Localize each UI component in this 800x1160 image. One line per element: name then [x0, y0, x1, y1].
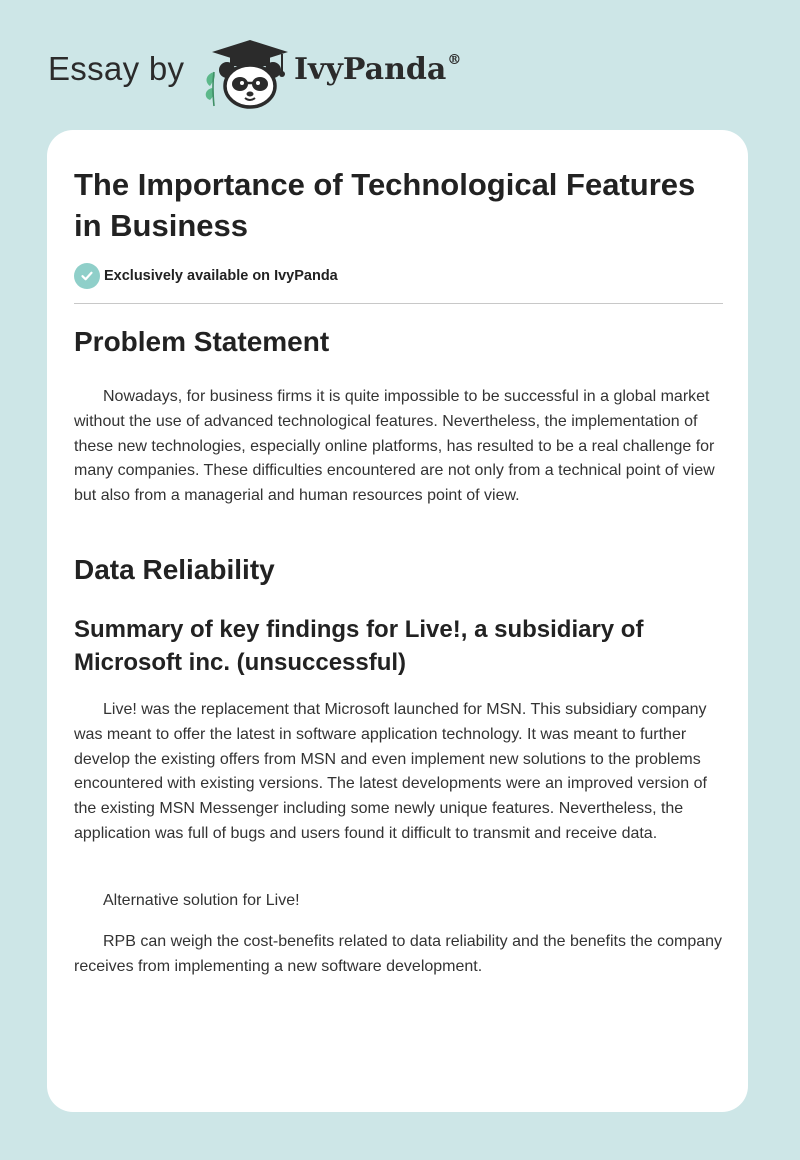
title-divider: [74, 303, 723, 304]
problem-statement-paragraph: Nowadays, for business firms it is quite impossible to be successful in a global market without the use of advanced technological features. Nevertheless, the implementation of these new technologies, especially online platforms, has resulted to be a real challenge for many companies. These difficulties encountered are not only from a technical point of view but also from a managerial and human resources point of view.: [74, 388, 715, 505]
panda-graduate-logo-icon: [200, 34, 292, 110]
essay-by-label: Essay by: [48, 50, 185, 87]
article-card: [47, 130, 748, 1112]
rpb-paragraph: RPB can weigh the cost-benefits related to data reliability and the benefits the company receives from implementing a new software development.: [74, 933, 723, 975]
summary-heading: Summary of key findings for Live!, a subsidiary of Microsoft inc. (unsuccessful): [74, 616, 644, 676]
site-header: [0, 0, 800, 125]
check-circle-icon: [74, 263, 100, 289]
article-title: The Importance of Technological Features in Business: [74, 167, 696, 243]
registered-mark: ®: [447, 52, 462, 68]
exclusive-badge: [74, 262, 338, 290]
exclusive-badge-text: Exclusively available on IvyPanda: [104, 268, 338, 284]
brand-text: IvyPanda: [294, 52, 447, 87]
summary-paragraph: Live! was the replacement that Microsoft launched for MSN. This subsidiary company was meant to offer the latest in software application technology. It was meant to further develop the existing offers from MSN and even implement new solutions to the problems encountered with existing versions. The latest developments were an improved version of the existing MSN Messenger including some newly unique features. Nevertheless, the application was full of bugs and users found it difficult to transmit and receive data.: [74, 701, 707, 842]
data-reliability-heading: Data Reliability: [74, 554, 275, 585]
brand-name[interactable]: [294, 52, 461, 87]
problem-statement-heading: Problem Statement: [74, 326, 330, 357]
alternative-solution-paragraph: Alternative solution for Live!: [103, 892, 300, 909]
